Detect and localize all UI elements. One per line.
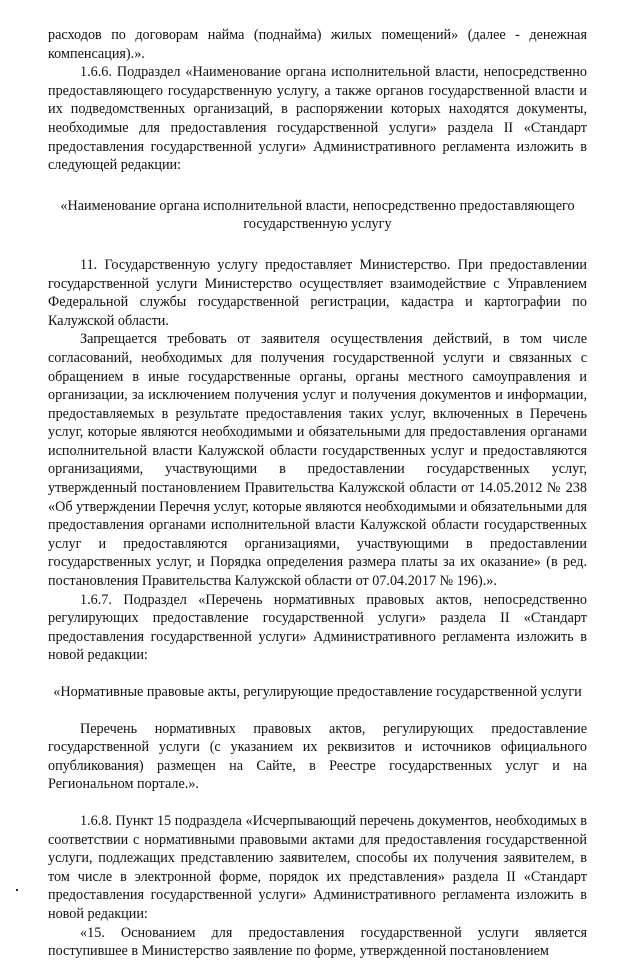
paragraph-15: «15. Основанием для предоставления государственной услуги является поступившее в Министерство заявление по форме, утвержденной постановлением [48, 924, 587, 960]
spacer [48, 175, 587, 197]
heading-normative-acts: «Нормативные правовые акты, регулирующие предоставление государственной услуги [53, 684, 582, 700]
paragraph-prohibition: Запрещается требовать от заявителя осуществления действий, в том числе согласований, необходимых для получения государственной услуги и связанных с обращением в иные государственные органы, органы местного самоуправления и организации, за исключением получения услуг и получения документов и информации, предоставляемых в результате предоставления таких услуг, включенных в Перечень услуг, которые являются необходимыми и обязательными для предоставления органами исполнительной власти Калужской области государственных услуг и предоставляются организациями, участвующими в предоставлении государственных услуг, утвержденный постановлением Правительства Калужской области от 14.05.2012 № 238 «Об утверждении Перечня услуг, которые являются необходимыми и обязательными для предоставления органами исполнительной власти Калужской области государственных услуг и предоставляются организациями, участвующими в предоставлении государственных услуг, и Порядка определения размера платы за их оказание» (в ред. постановления Правительства Калужской области от 07.04.2017 № 196).». [48, 331, 587, 590]
paragraph-1-6-8: 1.6.8. Пункт 15 подраздела «Исчерпывающий перечень документов, необходимых в соответствии с нормативными правовыми актами для предоставления государственной услуги, подлежащих представлению заявителем, способы их получения заявителем, в том числе в электронной форме, порядок их представления» раздела II «Стандарт предоставления государственной услуги» Административного регламента изложить в новой редакции: [48, 812, 587, 922]
paragraph-1-6-7: 1.6.7. Подраздел «Перечень нормативных правовых актов, непосредственно регулирующих предоставление государственной услуги» раздела II «Стандарт предоставления государственной услуги» Административного регламента изложить в новой редакции: [48, 591, 587, 664]
spacer [48, 234, 587, 256]
paragraph-normative-list: Перечень нормативных правовых актов, регулирующих предоставление государственной услуги (с указанием их реквизитов и источников официального опубликования) размещен на Сайте, в Реестре государственных услуг и на Региональном портале.». [48, 720, 587, 793]
paragraph-continuation: расходов по договорам найма (поднайма) жилых помещений» (далее - денежная компенсация).». [48, 27, 587, 62]
spacer [48, 794, 587, 812]
paragraph-1-6-6: 1.6.6. Подраздел «Наименование органа исполнительной власти, непосредственно предоставляющего государственную услугу, а также органов государственной власти и их подведомственных организаций, в распоряжении которых находятся документы, необходимые для предоставления государственной услуги» раздела II «Стандарт предоставления государственной услуги» Административного регламента изложить в следующей редакции: [48, 64, 587, 174]
heading-executive-authority: «Наименование органа исполнительной власти, непосредственно предоставляющего государственную услугу [60, 197, 575, 233]
scan-speck [16, 889, 18, 891]
spacer [48, 665, 587, 683]
paragraph-11: 11. Государственную услугу предоставляет Министерство. При предоставлении государственной услуги Министерство осуществляет взаимодействие с Управлением Федеральной службы государственной регистрации, кадастра и картографии по Калужской области. [48, 256, 587, 329]
spacer [48, 702, 587, 720]
